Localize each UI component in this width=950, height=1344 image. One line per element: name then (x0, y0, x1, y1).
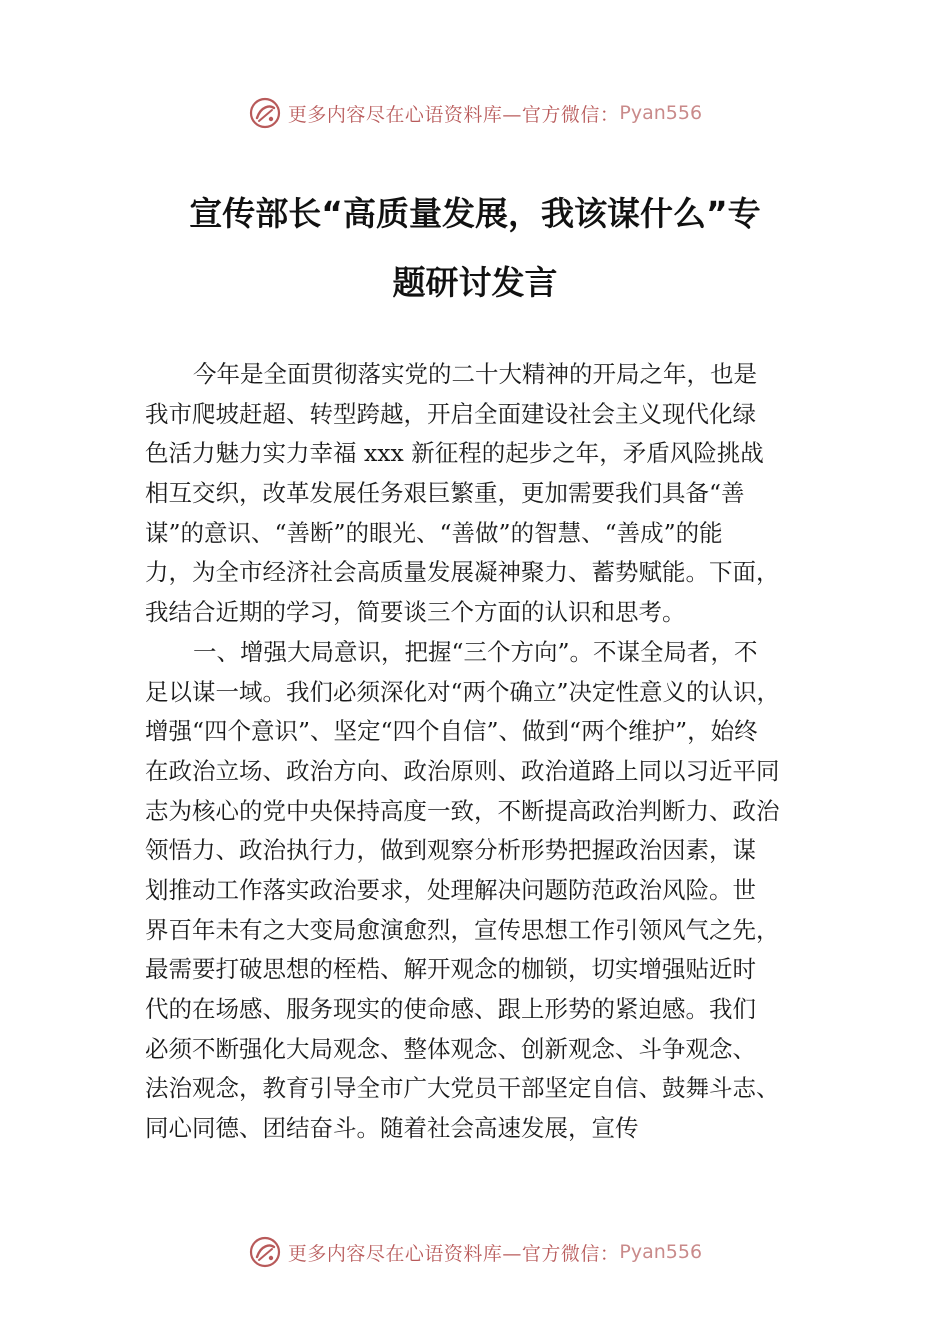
body-line: 色活力魅力实力幸福 xxx 新征程的起步之年，矛盾风险挑战 (145, 439, 764, 468)
body-line: 足以谋一域。我们必须深化对“两个确立”决定性意义的认识， (145, 677, 781, 706)
body-line: 谋”的意识、“善断”的眼光、“善做”的智慧、“善成”的能 (145, 518, 723, 547)
body-line: 今年是全面贯彻落实党的二十大精神的开局之年，也是 (193, 360, 757, 388)
body-line: 在政治立场、政治方向、政治原则、政治道路上同以习近平同 (145, 756, 780, 785)
watermark-text: 更多内容尽在心语资料库—官方微信： (287, 103, 620, 126)
body-line: 界百年未有之大变局愈演愈烈，宣传思想工作引领风气之先， (145, 915, 780, 944)
watermark-wechat-id: Pyan556 (619, 102, 703, 124)
body-line: 领悟力、政治执行力，做到观察分析形势把握政治因素，谋 (145, 836, 756, 865)
body-line: 力，为全市经济社会高质量发展凝神聚力、蓄势赋能。下面， (145, 558, 780, 587)
body-line: 必须不断强化大局观念、整体观念、创新观念、斗争观念、 (145, 1034, 756, 1063)
body-line: 最需要打破思想的桎梏、解开观念的枷锁，切实增强贴近时 (145, 955, 756, 984)
seal-logo-icon (248, 1235, 282, 1269)
watermark-text: 更多内容尽在心语资料库—官方微信： (287, 1242, 620, 1265)
body-line: 法治观念，教育引导全市广大党员干部坚定自信、鼓舞斗志、 (145, 1074, 780, 1103)
body-line: 我结合近期的学习，简要谈三个方面的认识和思考。 (145, 598, 686, 627)
body-line: 同心同德、团结奋斗。随着社会高速发展，宣传 (145, 1114, 639, 1143)
watermark-wechat-id: Pyan556 (619, 1241, 703, 1263)
document-title-line-2: 题研讨发言 (392, 263, 558, 302)
body-line: 代的在场感、服务现实的使命感、跟上形势的紧迫感。我们 (145, 995, 756, 1023)
body-line: 相互交织，改革发展任务艰巨繁重，更加需要我们具备“善 (145, 479, 745, 508)
body-line: 志为核心的党中央保持高度一致，不断提高政治判断力、政治 (145, 796, 780, 825)
body-line: 增强“四个意识”、坚定“四个自信”、做到“两个维护”，始终 (145, 717, 758, 746)
header-watermark (0, 93, 950, 133)
body-line: 我市爬坡赶超、转型跨越，开启全面建设社会主义现代化绿 (145, 399, 756, 428)
body-line: 一、增强大局意识，把握“三个方向”。不谋全局者，不 (193, 637, 758, 666)
seal-logo-icon (248, 96, 282, 130)
footer-watermark (0, 1232, 950, 1272)
body-line: 划推动工作落实政治要求，处理解决问题防范政治风险。世 (145, 875, 756, 904)
document-title-line-1: 宣传部长“高质量发展，我该谋什么”专 (189, 194, 761, 233)
document-body (145, 355, 807, 1149)
